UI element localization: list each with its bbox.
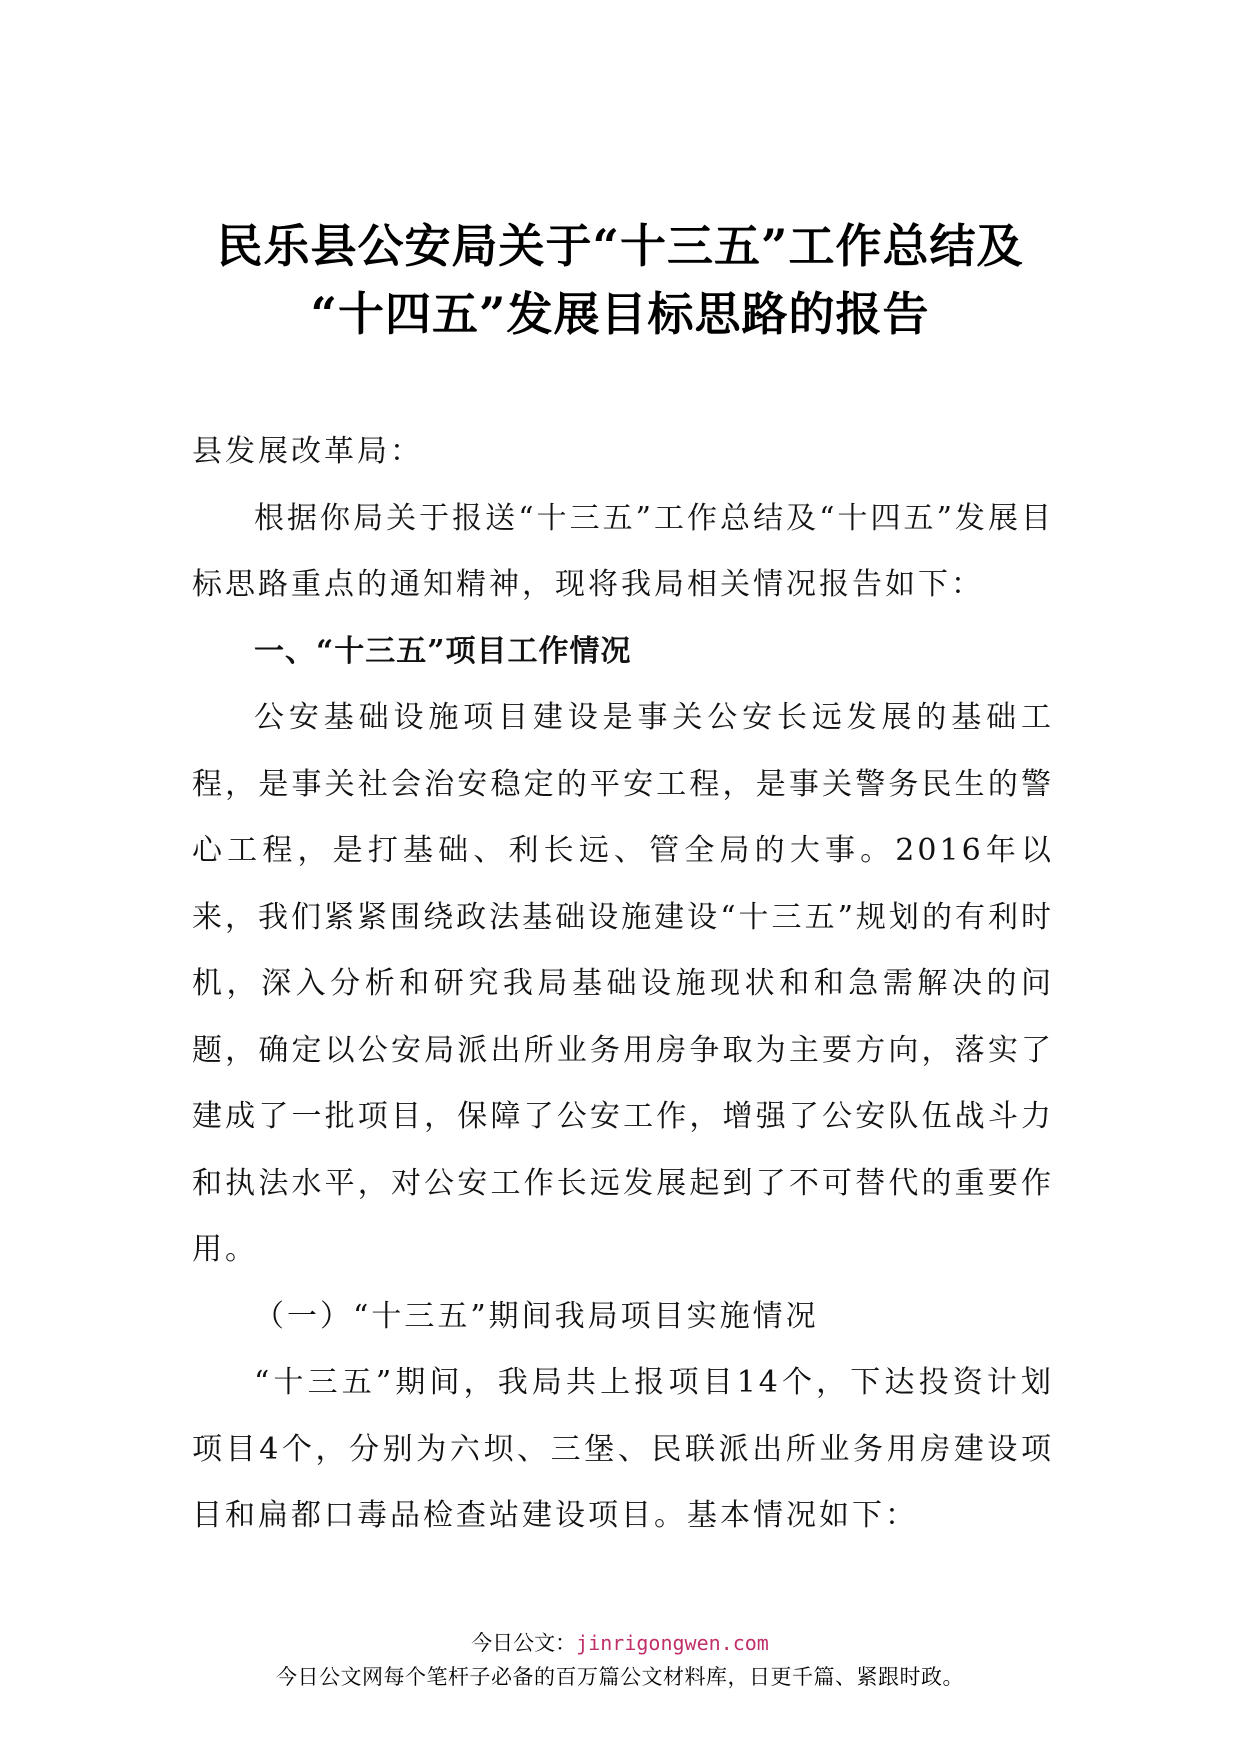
document-title [150,212,1090,348]
footer-site-url[interactable]: jinrigongwen.com [576,1631,769,1655]
body-paragraph-2: “十三五”期间，我局共上报项目14个，下达投资计划项目4个，分别为六坝、三堡、民联派出所业务用房建设项目和扁都口毒品检查站建设项目。基本情况如下： [192,1365,1054,1533]
title-line-1: 民乐县公安局关于“十三五”工作总结及 [216,219,1024,273]
footer-site-line [0,1626,1240,1660]
section-heading-1: 一、“十三五”项目工作情况 [254,633,632,669]
body-paragraph-1: 公安基础设施项目建设是事关公安长远发展的基础工程，是事关社会治安稳定的平安工程，是事关警务民生的警心工程，是打基础、利长远、管全局的大事。2016年以来，我们紧紧围绕政法基础设施建设“十三五”规划的有利时机，深入分析和研究我局基础设施现状和和急需解决的问题，确定以公安局派出所业务用房争取为主要方向，落实了建成了一批项目，保障了公安工作，增强了公安队伍战斗力和执法水平，对公安工作长远发展起到了不可替代的重要作用。 [192,700,1054,1267]
footer-site-label: 今日公文： [471,1631,577,1655]
document-body [192,419,1054,1550]
salutation: 县发展改革局： [192,434,423,469]
footer-slogan: 今日公文网每个笔杆子必备的百万篇公文材料库，日更千篇、紧跟时政。 [276,1665,964,1689]
subsection-heading-1: （一）“十三五”期间我局项目实施情况 [254,1298,819,1334]
footer-watermark [0,1626,1240,1694]
title-line-2: “十四五”发展目标思路的报告 [310,287,930,341]
intro-paragraph: 根据你局关于报送“十三五”工作总结及“十四五”发展目标思路重点的通知精神，现将我局相关情况报告如下： [192,500,1054,602]
